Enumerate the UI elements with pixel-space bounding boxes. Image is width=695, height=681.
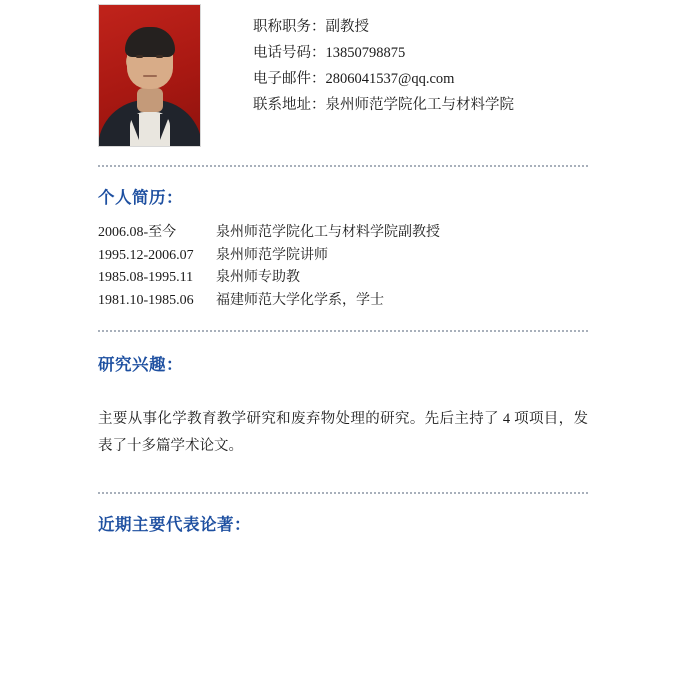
dotted-divider: [98, 330, 588, 333]
photo-eye-left: [136, 55, 143, 58]
resume-description: 泉州师专助教: [216, 270, 300, 285]
list-item: [98, 222, 588, 245]
list-item: [98, 290, 588, 313]
research-interest-text: 主要从事化学教育教学研究和废弃物处理的研究。先后主持了 4 项项目，发表了十多篇学术论文。: [98, 410, 588, 454]
photo-neck: [137, 88, 163, 112]
resume-description: 泉州师范学院讲师: [216, 247, 328, 263]
contact-info: [253, 4, 514, 118]
contact-value-phone: 13850798875: [325, 45, 406, 61]
section-title-publications: 近期主要代表论著：: [98, 516, 251, 534]
portrait-photo: [98, 4, 201, 147]
contact-row-address: [253, 92, 514, 118]
divider-3: [98, 492, 588, 495]
section-title-resume: 个人简历：: [98, 189, 183, 207]
photo-collar-left: [129, 114, 139, 140]
dotted-divider: [98, 165, 588, 168]
contact-label-email: 电子邮件：: [253, 71, 326, 87]
photo-collar-right: [160, 114, 170, 140]
list-item: [98, 245, 588, 268]
divider-1: [98, 165, 588, 168]
resume-date: 1985.08-1995.11: [98, 270, 194, 285]
dotted-divider: [98, 492, 588, 495]
contact-value-email: 2806041537@qq.com: [325, 71, 455, 87]
contact-row-phone: [253, 40, 514, 66]
resume-date: 2006.08-至今: [98, 225, 177, 240]
contact-label-title: 职称职务：: [253, 19, 326, 35]
contact-value-address: 泉州师范学院化工与材料学院: [325, 97, 514, 113]
resume-list: [98, 222, 588, 312]
contact-row-email: [253, 66, 514, 92]
resume-date: 1995.12-2006.07: [98, 247, 194, 263]
list-item: [98, 267, 588, 290]
divider-2: [98, 330, 588, 333]
contact-label-address: 联系地址：: [253, 97, 326, 113]
photo-mouth: [143, 75, 157, 77]
resume-date: 1981.10-1985.06: [98, 292, 194, 308]
section-title-research-interest: 研究兴趣：: [98, 356, 183, 374]
photo-eye-right: [156, 55, 163, 58]
profile-header: [98, 0, 588, 147]
contact-label-phone: 电话号码：: [253, 45, 326, 61]
resume-description: 泉州师范学院化工与材料学院副教授: [216, 225, 440, 240]
contact-row-title: [253, 14, 514, 40]
contact-value-title: 副教授: [325, 19, 369, 35]
document-content: [98, 0, 588, 535]
resume-description: 福建师范大学化学系，学士: [216, 292, 384, 308]
